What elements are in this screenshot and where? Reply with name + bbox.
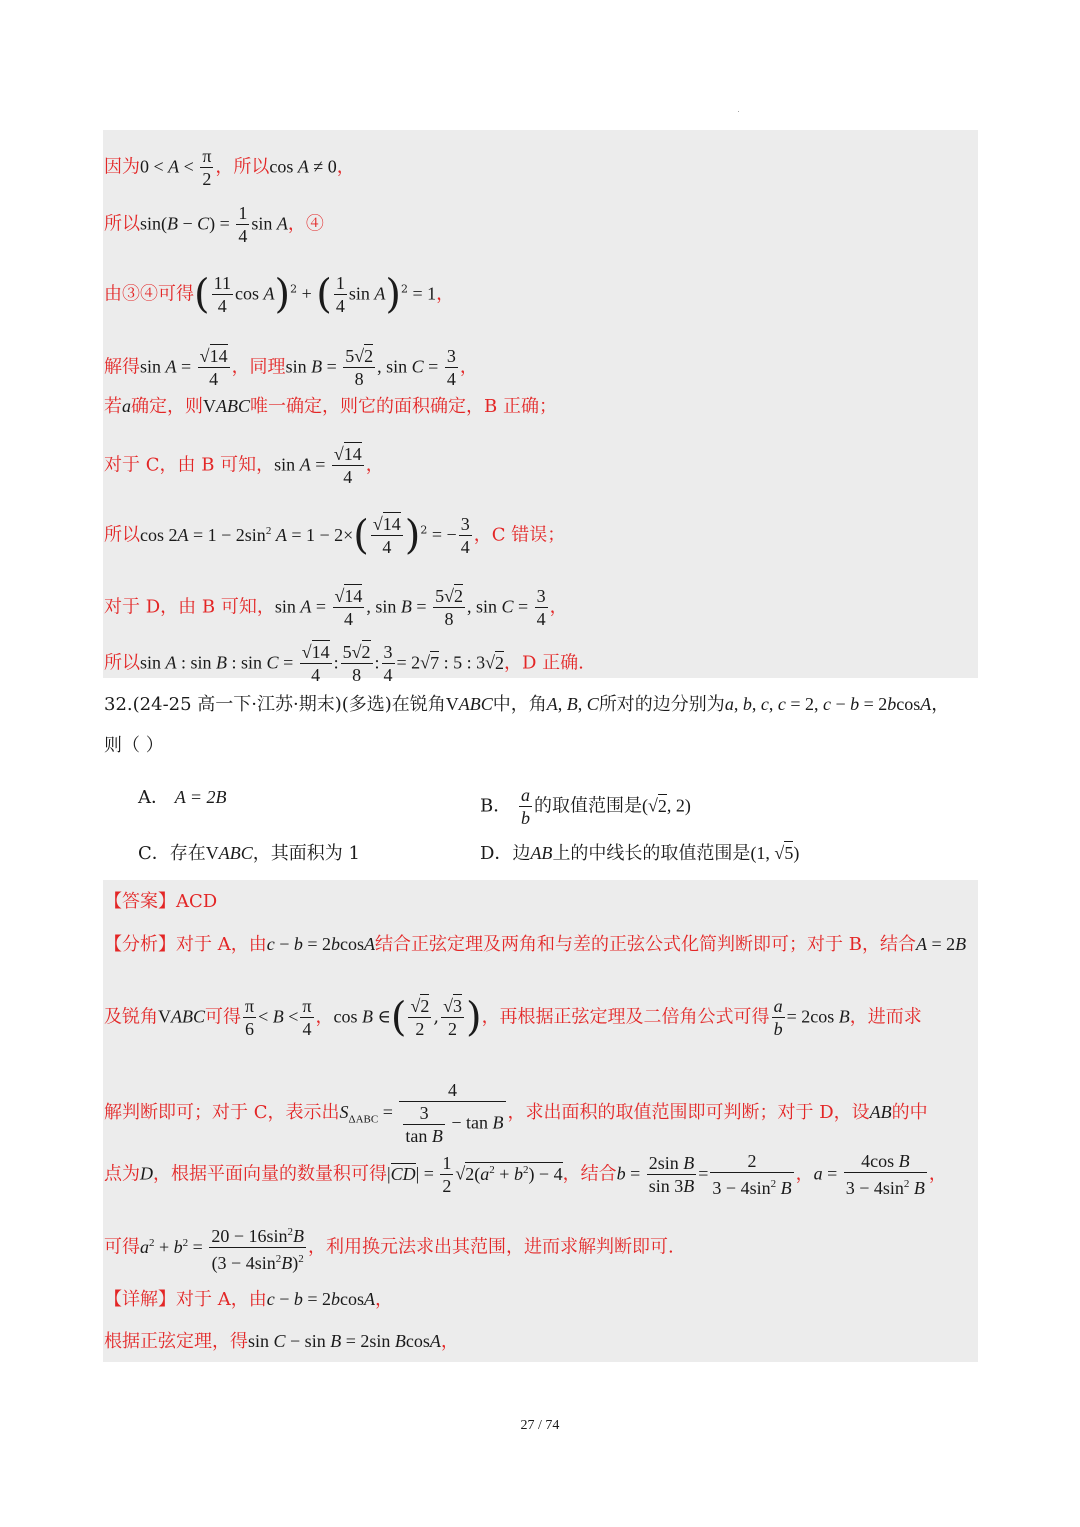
analysis-line: 【分析】对于 A，由c − b = 2bcosA结合正弦定理及两角和与差的正弦公式化简判断即可；对于 B，结合A = 2B	[104, 934, 967, 955]
analysis-line: 解判断即可；对于 C，表示出$S_{\Delta ABC}$ = 4 $\frac{3}{\text{tan B}}$ − tan B ，求出面积的取值范围即可判断；对于 D，设AB的中	[104, 1080, 928, 1146]
question-line: 则（ ）	[104, 735, 164, 756]
solution-line: 所以$\cos 2A = 1 - 2\sin^2$ A = 1 − 2×( $\frac{√14}{4}$ )$^2$ = − $\frac{3}{4}$ ，C 错误；	[104, 512, 566, 559]
answer-label: 【答案】ACD	[104, 891, 218, 912]
solution-line: 由③④可得( $\frac{11}{4}$ cos A)$^2$ + ( $\frac{1}{4}$ sin A)$^2$ = 1，	[104, 271, 455, 318]
solution-line: 对于 C，由 B 可知，sin A = $\frac{√14}{4}$ ，	[104, 444, 384, 487]
solution-line: 所以sin A : sin B : sin C = $\frac{√14}{4}$ : $\frac{5√2}{8}$ : $\frac{3}{4}$ = 2√7 : 5 : 3√2，D 正确.	[104, 642, 584, 685]
analysis-line: 点为D，根据平面向量的数量积可得|CD| = $\frac{1}{2}$ $√2(a^2 + b^2) - 4$，结合b = $\frac{\text{2sin B}}{\sin 3B}$ = $\frac{2}{3 - 4\sin^2 B}$ ，a = $\frac{\text{4cos B}}{3 - 4\sin^2 B}$ ，	[104, 1151, 947, 1198]
solution-line: 若a确定，则VABC唯一确定，则它的面积确定，B 正确；	[104, 396, 557, 417]
detail-line: 根据正弦定理，得sin C − sin B = 2sin BcosA，	[104, 1331, 459, 1352]
page-number: 27 / 74	[520, 1418, 560, 1433]
header-mark: ·	[737, 106, 740, 116]
solution-line: 解得sin A = $\frac{√14}{4}$ ，同理sin B = $\frac{5√2}{8}$ , sin C = $\frac{3}{4}$ ，	[104, 346, 478, 389]
question-line: 32.(24-25 高一下·江苏·期末)(多选)在锐角VABC中，角A, B, C所对的边分别为a, b, c, c = 2, c − b = 2bcosA，	[104, 694, 950, 715]
option-c[interactable]: C．存在VABC，其面积为 1	[138, 843, 360, 864]
option-b[interactable]: B． $\frac{a}{b}$ 的取值范围是(√2, 2)	[480, 785, 691, 828]
analysis-line: 及锐角VABC可得 $\frac{\pi}{6}$ < B < $\frac{\pi}{4}$ ，cos B ∈( $\frac{√2}{2}$ , $\frac{√3}{2}$ )，再根据正弦定理及二倍角公式可得 $\frac{a}{b}$ = 2cos B，进而求	[104, 994, 922, 1041]
solution-line: 对于 D，由 B 可知，sin A = $\frac{√14}{4}$ , sin B = $\frac{5√2}{8}$ , sin C = $\frac{3}{4}$ ，	[104, 586, 568, 629]
analysis-line: 可得$a^2 + b^2$ = $\frac{20 - 16\sin^2B}{(3 - 4\sin^2B)^2}$ ，利用换元法求出其范围，进而求解判断即可.	[104, 1226, 674, 1273]
solution-line: 所以sin(B − C) = $\frac{1}{4}$ sin A，④	[104, 203, 324, 246]
option-d[interactable]: D．边AB上的中线长的取值范围是(1, √5)	[480, 843, 800, 864]
option-a[interactable]: A． A = 2B	[138, 787, 227, 808]
solution-line: 因为0 < A < $\frac{\pi}{2}$ ，所以cos A ≠ 0，	[104, 146, 355, 189]
detail-line: 【详解】对于 A，由c − b = 2bcosA，	[104, 1289, 394, 1310]
